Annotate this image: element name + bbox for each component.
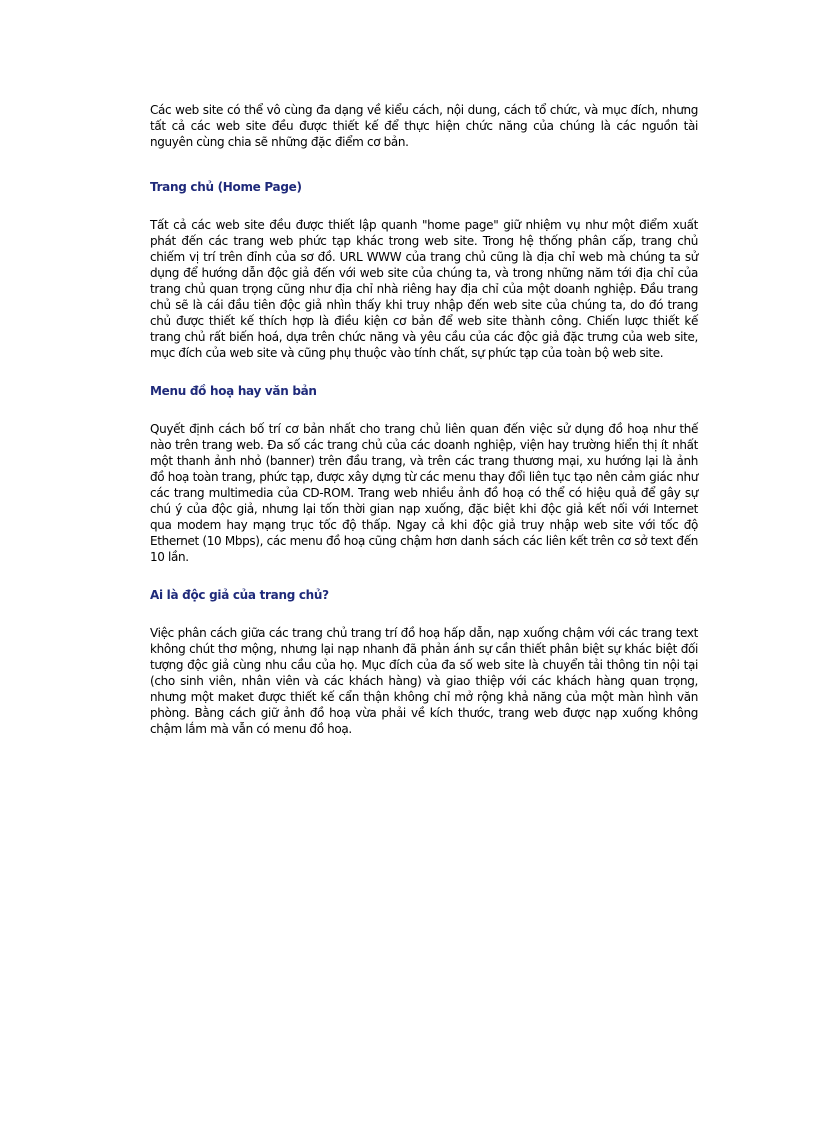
section-paragraph: Tất cả các web site đều được thiết lập quanh "home page" giữ nhiệm vụ như một điểm xuất phát đến các trang web phức tạp khác trong web site. Trong hệ thống phân cấp, trang chủ chiếm vị trí trên đỉnh của sơ đồ. URL WWW của trang chủ cũng là địa chỉ web mà chúng ta sử dụng để hướng dẫn độc giả đến với web site của chúng ta, và trong những năm tới địa chỉ của trang chủ quan trọng cũng như địa chỉ nhà riêng hay địa chỉ của một doanh nghiệp. Đầu trang chủ sẽ là cái đầu tiên độc giả nhìn thấy khi truy nhập đến web site của chúng ta, do đó trang chủ được thiết kế thích hợp là điều kiện cơ bản để web site thành công. Chiến lược thiết kế trang chủ rất biến hoá, dựa trên chức năng và yêu cầu của các độc giả đặc trưng của web site, mục đích của web site và cũng phụ thuộc vào tính chất, sự phức tạp của toàn bộ web site. [150, 218, 698, 360]
section-heading: Ai là độc giả của trang chủ? [150, 588, 329, 602]
section-paragraph: Quyết định cách bố trí cơ bản nhất cho trang chủ liên quan đến việc sử dụng đồ hoạ như thế nào trên trang web. Đa số các trang chủ của các doanh nghiệp, viện hay trường hiển thị ít nhất một thanh ảnh nhỏ (banner) trên đầu trang, và trên các trang thương mại, xu hướng lại là ảnh đồ hoạ toàn trang, phức tạp, được xây dựng từ các menu thay đổi liên tục tạo nên cảm giác như các trang multimedia của CD-ROM. Trang web nhiều ảnh đồ hoạ có thể có hiệu quả để gây sự chú ý của độc giả, nhưng lại tốn thời gian nạp xuống, đặc biệt khi độc giả kết nối với Internet qua modem hay mạng trục tốc độ thấp. Ngay cả khi độc giả truy nhập web site với tốc độ Ethernet (10 Mbps), các menu đồ hoạ cũng chậm hơn danh sách các liên kết trên cơ sở text đến 10 lần. [150, 422, 698, 564]
section-home-page-audience [150, 587, 698, 737]
intro-paragraph: Các web site có thể vô cùng đa dạng về kiểu cách, nội dung, cách tổ chức, và mục đích, nhưng tất cả các web site đều được thiết kế để thực hiện chức năng của chúng là các nguồn tài nguyên cùng chia sẽ những đặc điểm cơ bản. [150, 103, 698, 149]
document-page [150, 102, 698, 759]
section-heading: Trang chủ (Home Page) [150, 180, 302, 194]
section-home-page [150, 179, 698, 361]
section-paragraph: Việc phân cách giữa các trang chủ trang trí đồ hoạ hấp dẫn, nạp xuống chậm với các trang text không chút thơ mộng, nhưng lại nạp nhanh đã phản ánh sự cần thiết phân biệt sự khác biệt đối tượng độc giả cùng nhu cầu của họ. Mục đích của đa số web site là chuyển tải thông tin nội tại (cho sinh viên, nhân viên và các khách hàng) và giao thiệp với các khách hàng quan trọng, nhưng một maket được thiết kế cẩn thận không chỉ mở rộng khả năng của một màn hình văn phòng. Bằng cách giữ ảnh đồ hoạ vừa phải về kích thước, trang web được nạp xuống không chậm lắm mà vẫn có menu đồ hoạ. [150, 626, 698, 736]
section-graphic-or-text-menu [150, 383, 698, 565]
section-heading: Menu đồ hoạ hay văn bản [150, 384, 317, 398]
